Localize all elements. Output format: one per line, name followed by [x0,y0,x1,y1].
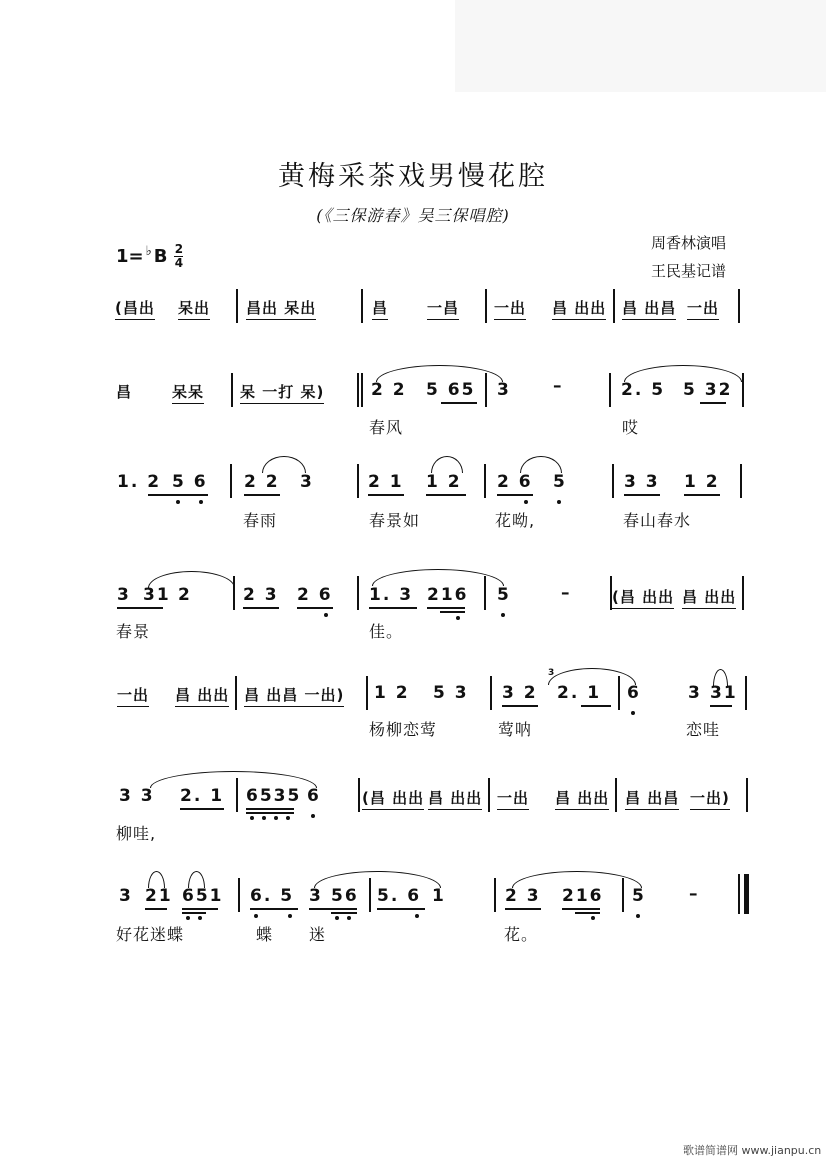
note-group: 6535 [246,786,302,806]
underline [427,607,465,609]
barline [361,289,363,323]
percussion-syllables: 昌 出出 [682,586,736,609]
percussion-syllables: 昌 [116,383,133,401]
note-group: 6. 5 [250,886,295,906]
flat-sign: ♭ [145,244,152,259]
underline [624,494,660,496]
underline [145,908,167,910]
percussion-syllables: (昌 出出 [612,586,674,609]
lyric: 莺呐 [498,720,533,739]
percussion-syllables: 一出) [690,787,730,810]
note-group: 2 6 [497,472,533,492]
lyric: 迷 [309,925,327,944]
underline [148,494,208,496]
low-octave-dot [274,816,278,820]
percussion-syllables: 呆 一打 呆) [240,381,324,404]
note-group: 2. 1 [557,683,602,703]
low-octave-dot [557,500,561,504]
barline [742,576,744,610]
note-group: 2 3 [505,886,541,906]
barline [618,676,620,710]
percussion-syllables: 昌 [372,297,388,320]
note-group: 1. 2 [117,472,162,492]
underline [182,908,218,910]
hold-dash: – [689,884,700,904]
barline [484,576,486,610]
note: 5 [632,886,646,906]
note-group: 31 [710,683,738,703]
low-octave-dot [250,816,254,820]
barline [366,676,368,710]
note-group: 216 [562,886,604,906]
underline [562,908,600,910]
singer-credit: 周香林演唱 [651,234,727,252]
percussion-syllables: 昌 出昌 一出) [244,684,344,707]
low-octave-dot [199,500,203,504]
lyric: 春风 [369,418,404,437]
notator-credit: 王民基记谱 [651,262,727,280]
page-subtitle: (《三保游春》吴三保唱腔) [316,206,510,225]
low-octave-dot [501,613,505,617]
barline [231,373,233,407]
note-group: 1 2 [684,472,720,492]
barline [361,373,363,407]
barline [742,373,744,407]
note-group: 5 65 [426,380,476,400]
low-octave-dot [286,816,290,820]
barline [235,676,237,710]
lyric: 春景 [116,622,151,641]
barline [613,289,615,323]
note-group: 5 6 [172,472,208,492]
note-group: 2 3 [243,585,279,605]
final-barline-thin [738,874,740,914]
note-group: 216 [427,585,469,605]
underline [368,494,404,496]
underline [369,607,417,609]
barline [745,676,747,710]
note-group: 21 [145,886,173,906]
barline [369,878,371,912]
underline [117,607,163,609]
note-group: 5 32 [683,380,733,400]
underline [246,808,294,810]
percussion-syllables: 呆出 [178,297,210,320]
note-group: 3 2 [502,683,538,703]
underline [246,812,294,814]
low-octave-dot [631,711,635,715]
underline [180,808,224,810]
barline [357,464,359,498]
lyric: 花呦, [495,511,536,530]
lyric: 柳哇, [116,824,157,843]
lyric: 春景如 [369,511,421,530]
percussion-syllables: 昌 出出 [552,297,606,320]
note-group: 1 2 [374,683,410,703]
low-octave-dot [591,916,595,920]
percussion-syllables: 一昌 [427,297,459,320]
time-signature [174,244,183,269]
note: 3 [309,886,323,906]
page-title: 黄梅采茶戏男慢花腔 [278,161,548,192]
lyric: 好花迷蝶 [116,925,185,944]
low-octave-dot [456,616,460,620]
key-note: B [153,246,168,267]
barline [612,464,614,498]
low-octave-dot [335,916,339,920]
underline [377,908,425,910]
barline [490,676,492,710]
slur [431,456,463,473]
site-watermark: 歌谱简谱网 www.jianpu.cn [683,1144,822,1157]
lyric: 佳。 [369,622,404,641]
note-group: 2. 5 [621,380,666,400]
underline [426,494,466,496]
note: 5 [553,472,567,492]
low-octave-dot [347,916,351,920]
barline [236,778,238,812]
barline [484,464,486,498]
grace-note: 3 [548,668,555,678]
percussion-syllables: 一出 [687,297,719,320]
note-group: 2. 1 [180,786,225,806]
low-octave-dot [254,914,258,918]
note-group: 651 [182,886,224,906]
note: 5 [497,585,511,605]
low-octave-dot [636,914,640,918]
underline [243,607,279,609]
low-octave-dot [176,500,180,504]
hold-dash: – [553,376,564,396]
barline [357,576,359,610]
percussion-syllables: 昌 出出 [175,684,229,707]
percussion-syllables: (昌出 [115,297,155,320]
note-group: 1. 3 [369,585,414,605]
slur [520,456,562,473]
scan-shade [455,0,826,92]
lyric: 恋哇 [686,720,721,739]
low-octave-dot [288,914,292,918]
barline [230,464,232,498]
underline [710,705,732,707]
barline [615,778,617,812]
barline [609,373,611,407]
key-signature [116,244,183,269]
note: 1 [432,886,446,906]
low-octave-dot [198,916,202,920]
underline [502,705,538,707]
percussion-syllables: 一出 [497,787,529,810]
low-octave-dot [311,814,315,818]
note-group: 31 [143,585,171,605]
note-group: 2 1 [368,472,404,492]
final-barline-thick [744,874,749,914]
barline [494,878,496,912]
barline [740,464,742,498]
barline [622,878,624,912]
note-group: 3 3 [624,472,660,492]
underline [331,912,357,914]
underline [182,912,206,914]
underline [581,705,611,707]
low-octave-dot [186,916,190,920]
barline [485,373,487,407]
note: 3 [117,585,131,605]
percussion-syllables: 呆呆 [172,381,204,404]
lyric: 春山春水 [623,511,692,530]
note-group: 2 2 [244,472,280,492]
note: 3 [300,472,314,492]
low-octave-dot [262,816,266,820]
barline [738,289,740,323]
low-octave-dot [524,500,528,504]
percussion-syllables: 昌 出出 [428,787,482,810]
underline [244,494,280,496]
underline [441,402,477,404]
note-group: 1 2 [426,472,462,492]
underline [575,912,600,914]
hold-dash: – [561,583,572,603]
note-group: 3 3 [119,786,155,806]
percussion-syllables: 昌 出昌 [625,787,679,810]
underline [250,908,298,910]
percussion-syllables: 昌出 呆出 [246,297,316,320]
barline [233,576,235,610]
lyric: 花。 [504,925,539,944]
barline [357,373,359,407]
barline [358,778,360,812]
note-group: 5 3 [433,683,469,703]
percussion-syllables: 一出 [494,297,526,320]
barline [746,778,748,812]
note: 6 [307,786,321,806]
barline [236,289,238,323]
low-octave-dot [324,613,328,617]
note: 3 [119,886,133,906]
meter-bottom: 4 [174,256,184,270]
underline [440,611,465,613]
note-group: 2 6 [297,585,333,605]
barline [238,878,240,912]
low-octave-dot [415,914,419,918]
underline [309,908,357,910]
barline [485,289,487,323]
lyric: 蝶 [256,925,274,944]
underline [700,402,726,404]
note-group: 56 [331,886,359,906]
barline [488,778,490,812]
percussion-syllables: 昌 出昌 [622,297,676,320]
lyric: 哎 [622,418,640,437]
note: 3 [688,683,702,703]
note: 3 [497,380,511,400]
note-group: 2 2 [371,380,407,400]
key-label: 1= [116,246,144,267]
underline [505,908,541,910]
percussion-syllables: 一出 [117,684,149,707]
lyric: 春雨 [243,511,278,530]
note-group: 5. 6 [377,886,422,906]
underline [297,607,333,609]
percussion-syllables: 昌 出出 [555,787,609,810]
note: 6 [627,683,641,703]
underline [497,494,533,496]
meter-top: 2 [174,242,184,256]
note: 2 [178,585,192,605]
slur [262,456,306,473]
underline [684,494,720,496]
lyric: 杨柳恋莺 [369,720,438,739]
percussion-syllables: (昌 出出 [362,787,424,810]
